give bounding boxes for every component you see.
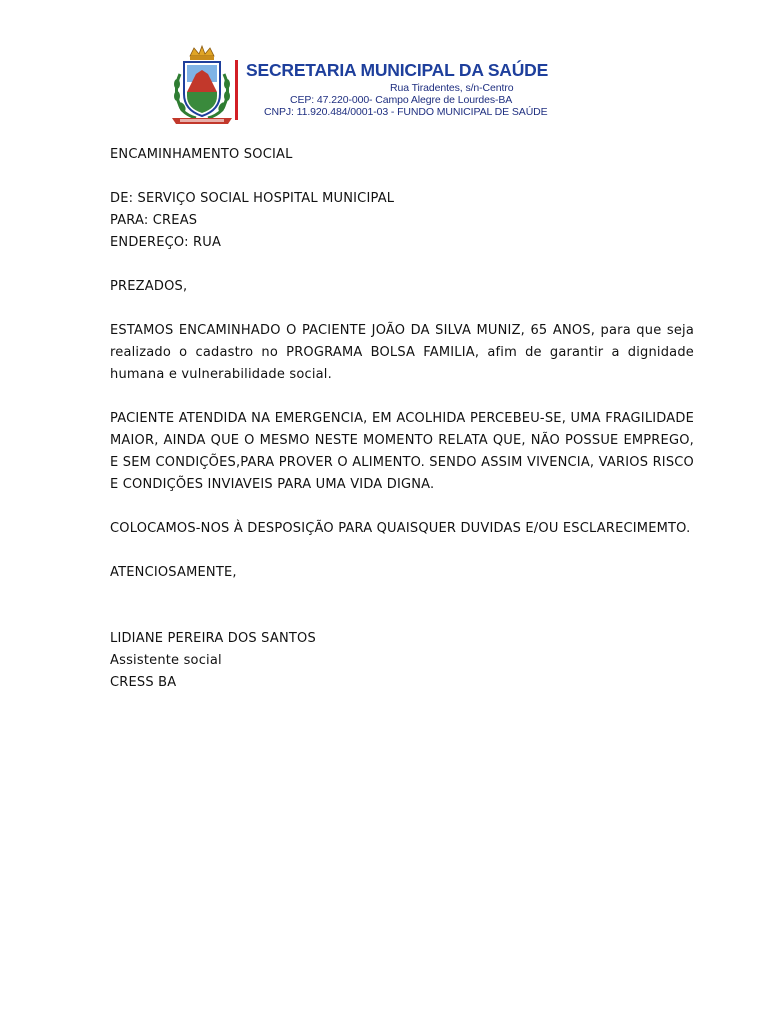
letter-salutation: PREZADOS,	[110, 279, 188, 294]
spacer	[110, 496, 694, 518]
letterhead	[166, 44, 549, 126]
signer-role: Assistente social	[110, 653, 222, 668]
letterhead-divider	[235, 60, 238, 120]
letter-to: PARA: CREAS	[110, 213, 198, 228]
letter-from: DE: SERVIÇO SOCIAL HOSPITAL MUNICIPAL	[110, 191, 395, 206]
letterhead-cep: CEP: 47.220-000- Campo Alegre de Lourdes-BA	[290, 94, 513, 106]
signer-name: LIDIANE PEREIRA DOS SANTOS	[110, 631, 316, 646]
municipal-coat-of-arms-icon	[166, 44, 238, 126]
signer-registry: CRESS BA	[110, 675, 177, 690]
signature-spacer	[110, 584, 694, 628]
letter-paragraph-1: ESTAMOS ENCAMINHADO O PACIENTE JOÃO DA SILVA MUNIZ, 65 ANOS, para que seja realizado o cadastro no PROGRAMA BOLSA FAMILIA, afim de garantir a dignidade humana e vulnerabilidade social.	[110, 323, 694, 382]
letter-closing: ATENCIOSAMENTE,	[110, 565, 237, 580]
spacer	[110, 540, 694, 562]
spacer	[110, 254, 694, 276]
letter-paragraph-2: PACIENTE ATENDIDA NA EMERGENCIA, EM ACOLHIDA PERCEBEU-SE, UMA FRAGILIDADE MAIOR, AINDA QUE O MESMO NESTE MOMENTO RELATA QUE, NÃO POSSUE EMPREGO, E SEM CONDIÇÕES,PARA PROVER O ALIMENTO. SENDO ASSIM VIVENCIA, VARIOS RISCO E CONDIÇÕES INVIAVEIS PARA UMA VIDA DIGNA.	[110, 411, 694, 492]
letterhead-address: Rua Tiradentes, s/n-Centro	[390, 82, 514, 94]
letter-paragraph-3: COLOCAMOS-NOS À DESPOSIÇÃO PARA QUAISQUER DUVIDAS E/OU ESCLARECIMEMTO.	[110, 521, 691, 536]
spacer	[110, 166, 694, 188]
letterhead-cnpj: CNPJ: 11.920.484/0001-03 - FUNDO MUNICIPAL DE SAÚDE	[264, 106, 548, 118]
spacer	[110, 386, 694, 408]
letter-address: ENDEREÇO: RUA	[110, 235, 222, 250]
letter-heading: ENCAMINHAMENTO SOCIAL	[110, 147, 293, 162]
spacer	[110, 298, 694, 320]
letterhead-title: SECRETARIA MUNICIPAL DA SAÚDE	[246, 60, 549, 80]
letter-body	[110, 144, 694, 694]
